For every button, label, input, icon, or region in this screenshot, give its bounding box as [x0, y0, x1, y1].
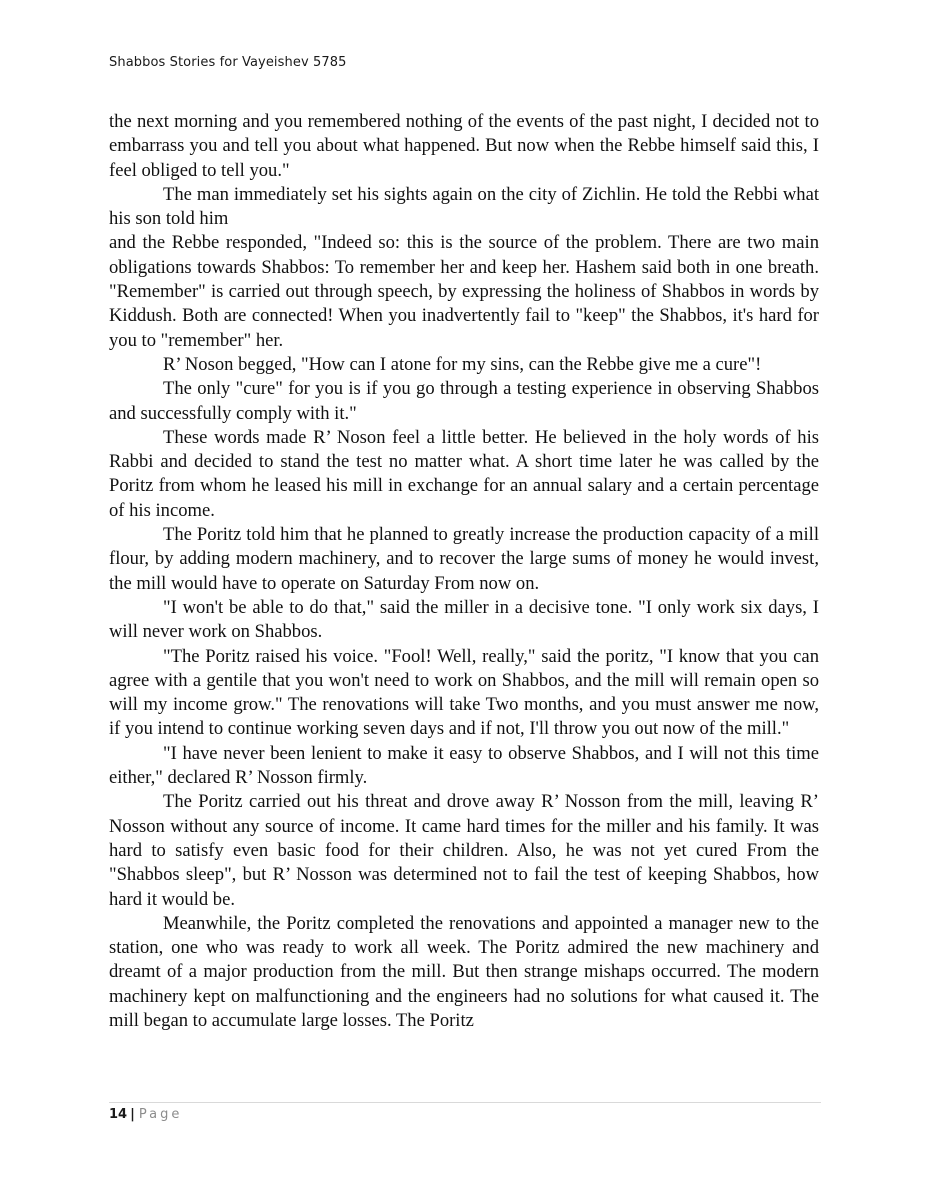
paragraph: "I have never been lenient to make it easy to observe Shabbos, and I will not this time either," declared R’ Nosson firmly.: [109, 742, 819, 789]
paragraph: The man immediately set his sights again on the city of Zichlin. He told the Rebbi what his son told him: [109, 183, 819, 230]
paragraph: These words made R’ Noson feel a little better. He believed in the holy words of his Rabbi and decided to stand the test no matter what. A short time later he was called by the Poritz from whom he leased his mill in exchange for an annual salary and a certain percentage of his income.: [109, 426, 819, 521]
running-header: Shabbos Stories for Vayeishev 5785: [109, 55, 347, 70]
body-text: [109, 110, 819, 1033]
paragraph: The Poritz carried out his threat and drove away R’ Nosson from the mill, leaving R’ Nosson without any source of income. It came hard times for the miller and his family. It was hard to satisfy even basic food for their children. Also, he was not yet cured From the "Shabbos sleep", but R’ Nosson was determined not to fail the test of keeping Shabbos, how hard it would be.: [109, 791, 819, 910]
footer-divider: [109, 1102, 821, 1103]
paragraph: The only "cure" for you is if you go through a testing experience in observing Shabbos and successfully comply with it.": [109, 378, 819, 424]
paragraph: R’ Noson begged, "How can I atone for my sins, can the Rebbe give me a cure"!: [163, 353, 762, 375]
page-label: Page: [138, 1107, 183, 1122]
footer-separator: |: [130, 1107, 135, 1122]
paragraph: and the Rebbe responded, "Indeed so: this is the source of the problem. There are two main obligations towards Shabbos: To remember her and keep her. Hashem said both in one breath. "Remember" is carried out through speech, by expressing the holiness of Shabbos in words by Kiddush. Both are connected! When you inadvertently fail to "keep" the Shabbos, it's hard for you to "remember" her.: [109, 232, 819, 351]
paragraph: "I won't be able to do that," said the miller in a decisive tone. "I only work six days, I will never work on Shabbos.: [109, 596, 819, 643]
page-number: 14: [109, 1107, 128, 1122]
paragraph: the next morning and you remembered nothing of the events of the past night, I decided not to embarrass you and tell you about what happened. But now when the Rebbe himself said this, I feel obliged to tell you.": [109, 111, 819, 181]
paragraph: The Poritz told him that he planned to greatly increase the production capacity of a mill flour, by adding modern machinery, and to recover the large sums of money he would invest, the mill would have to operate on Saturday From now on.: [109, 524, 819, 594]
page-footer: [109, 1107, 182, 1122]
paragraph: Meanwhile, the Poritz completed the renovations and appointed a manager new to the station, one who was ready to work all week. The Poritz admired the new machinery and dreamt of a major production from the mill. But then strange mishaps occurred. The modern machinery kept on malfunctioning and the engineers had no solutions for what caused it. The mill began to accumulate large losses. The Poritz: [109, 912, 819, 1031]
paragraph: "The Poritz raised his voice. "Fool! Well, really," said the poritz, "I know that you can agree with a gentile that you won't need to work on Shabbos, and the mill will remain open so will my income grow." The renovations will take Two months, and you must answer me now, if you intend to continue working seven days and if not, I'll throw you out now of the mill.": [109, 645, 819, 740]
